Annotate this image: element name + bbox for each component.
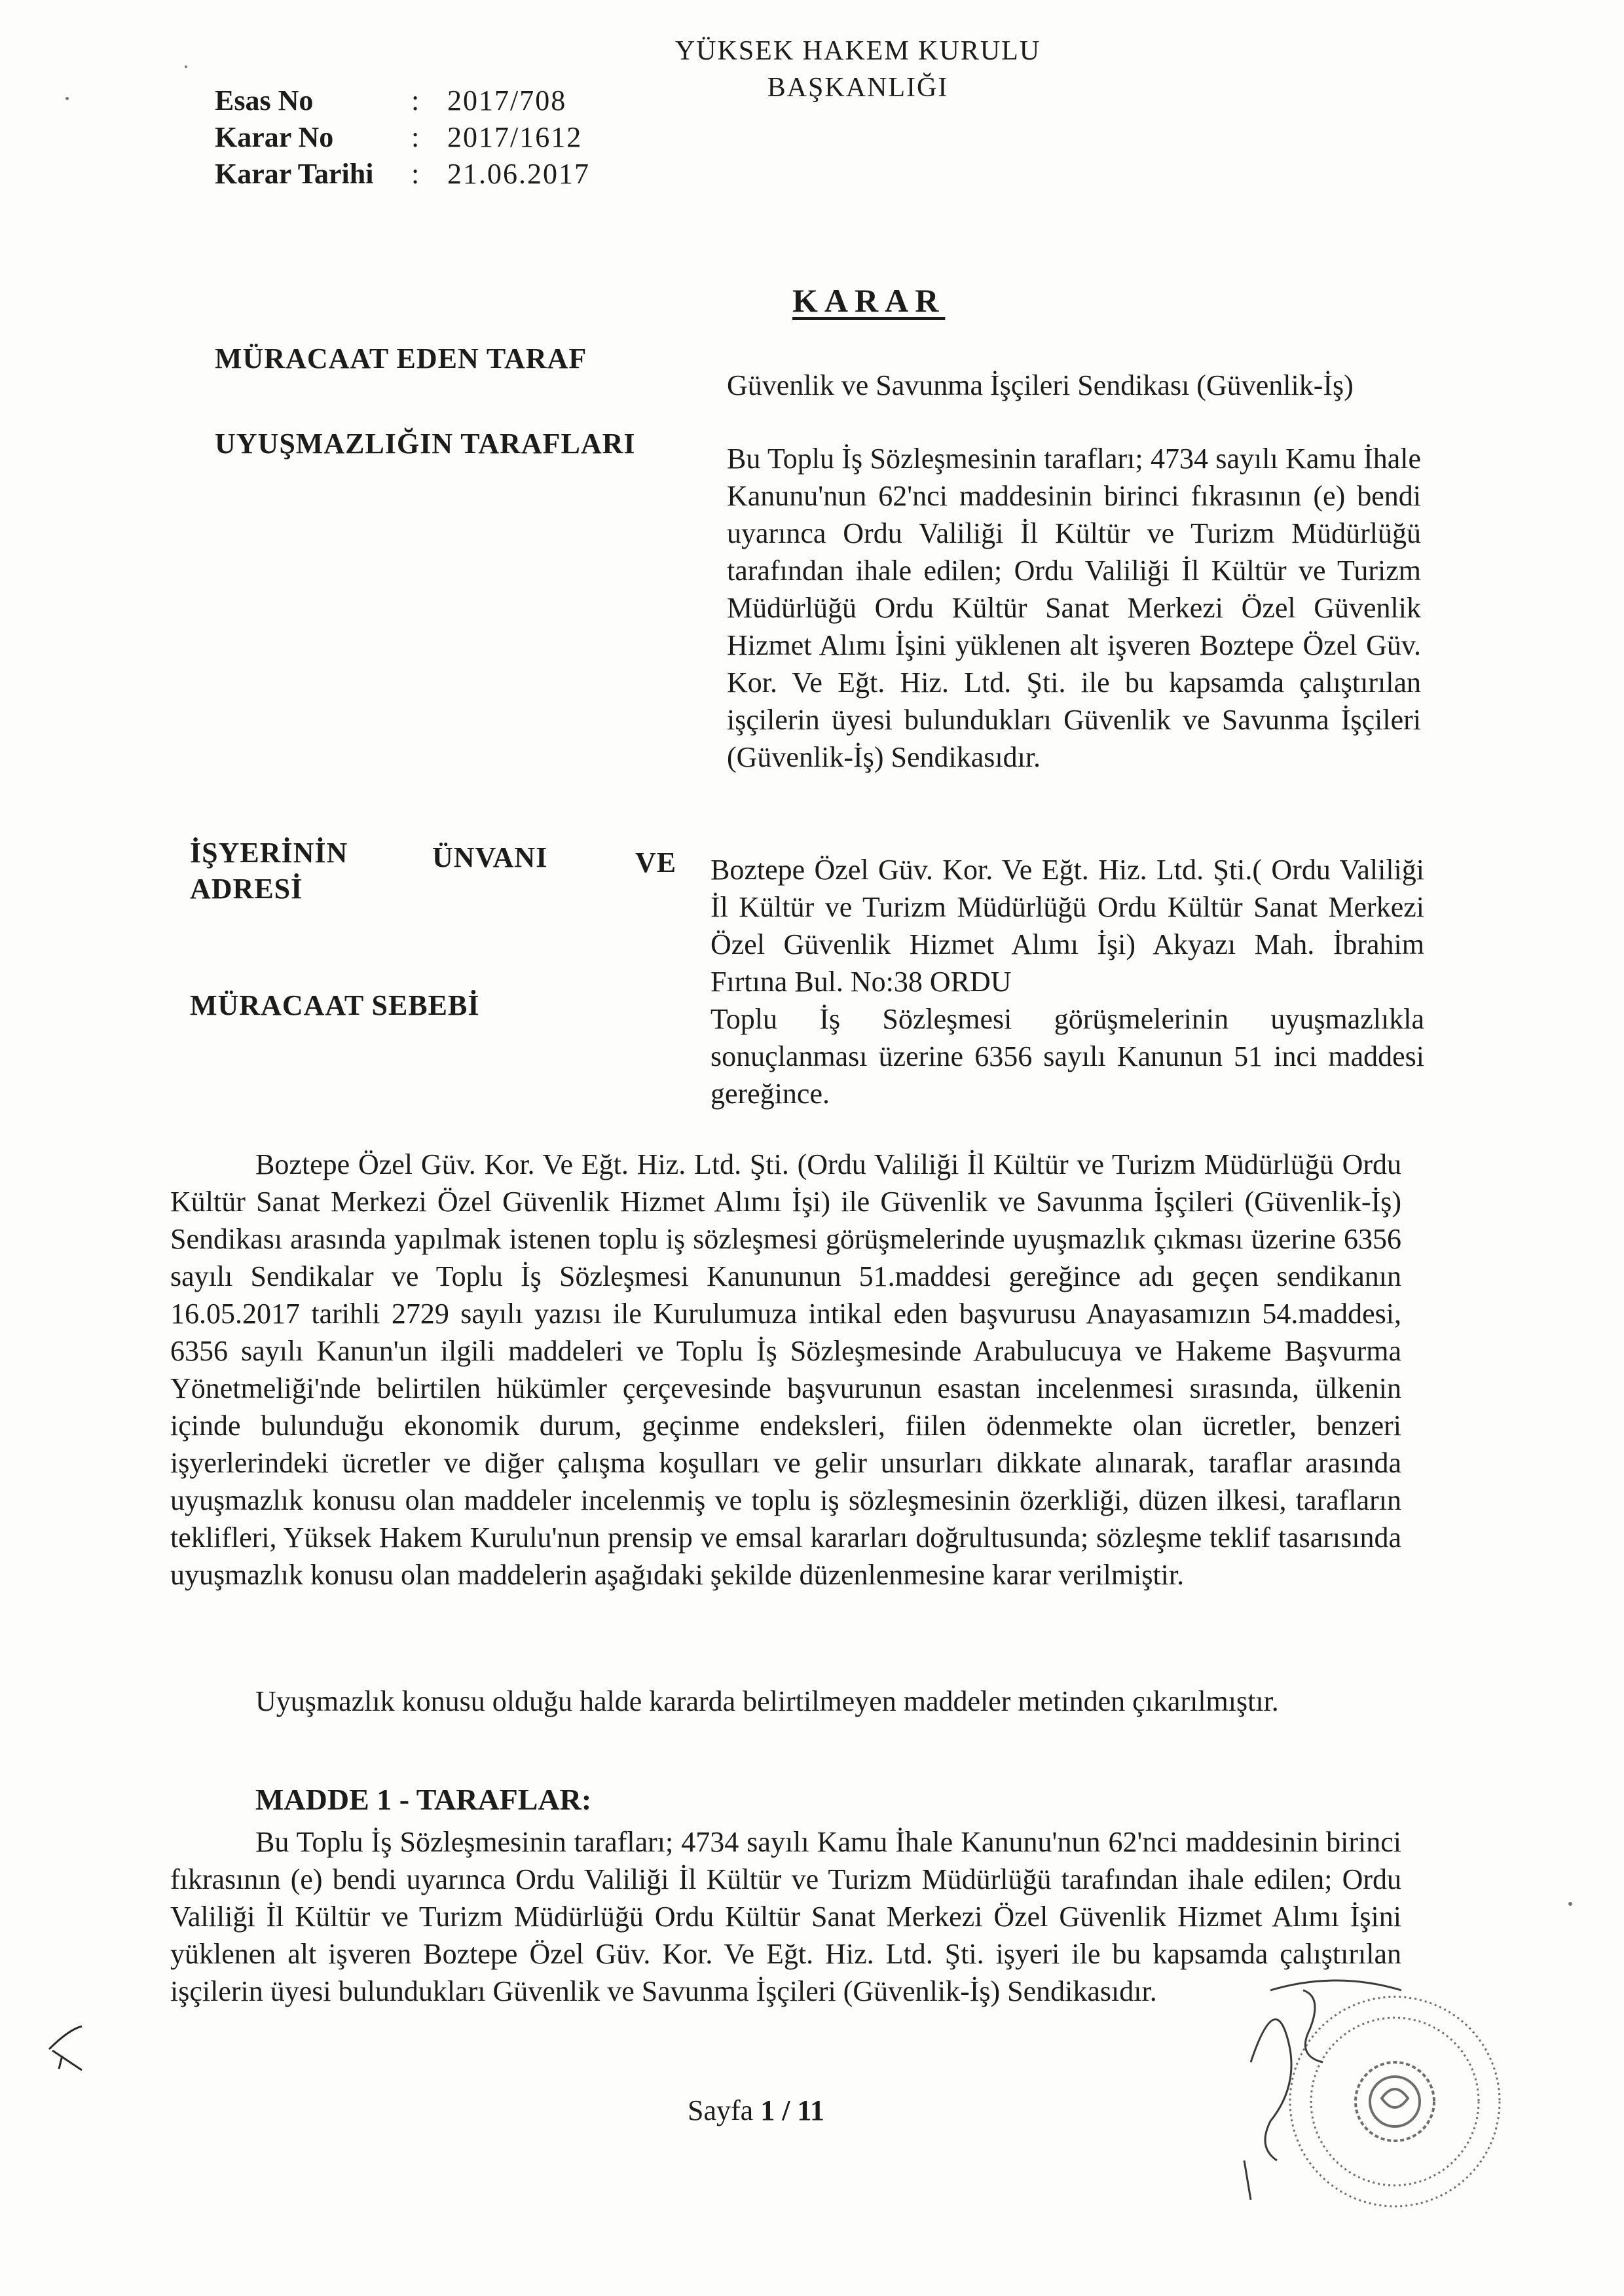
isyeri-label-1: İŞYERİNİN [190, 837, 348, 869]
decision-paragraph: Boztepe Özel Güv. Kor. Ve Eğt. Hiz. Ltd. Şti. (Ordu Valiliği İl Kültür ve Turizm Müdürlüğü Ordu Kültür Sanat Merkezi Özel Güvenlik Hizmet Alımı İşi) ile Güvenlik ve Savunma İşçileri (Güvenlik-İş) Sendikası arasında yapılmak istenen toplu iş sözleşmesi görüşmelerinde uyuşmazlık çıkması üzerine 6356 sayılı Sendikalar ve Toplu İş Sözleşmesi Kanununun 51.maddesi gereğince adı geçen sendikanın 16.05.2017 tarihli 2729 sayılı yazısı ile Kurulumuza intikal eden başvurusu Anayasamızın 54.maddesi, 6356 sayılı Kanun'un ilgili maddeleri ve Toplu İş Sözleşmesinde Arabulucuya ve Hakeme Başvurma Yönetmeliği'nde belirtilen hükümler çerçevesinde başvurunun esastan incelenmesi sırasında, ülkenin içinde bulunduğu ekonomik durum, geçinme endeksleri, fiilen ödenmekte olan ücretler, benzeri işyerlerindeki ücretler ve diğer çalışma koşulları ve gelir unsurları dikkate alınarak, taraflar arasında uyuşmazlık konusu olan maddeler incelenmiş ve toplu iş sözleşmesinin özerkliği, düzen ilkesi, tarafların teklifleri, Yüksek Hakem Kurulu'nun prensip ve emsal kararları doğrultusunda; sözleşme teklif tasarısında uyuşmazlık konusu olan maddelerin aşağıdaki şekilde düzenlenmesine karar verilmiştir. [170, 1148, 1401, 1591]
isyeri-label-2: ÜNVANI [432, 841, 548, 873]
karar-label: Karar No [215, 121, 334, 153]
taraflar-label: UYUŞMAZLIĞIN TARAFLARI [215, 428, 636, 460]
muracaat-sebebi-label: MÜRACAAT SEBEBİ [190, 989, 480, 1021]
document-title: KARAR [792, 282, 946, 319]
tarih-label: Karar Tarihi [215, 158, 374, 190]
page-separator: / [782, 2094, 790, 2126]
page-total: 11 [797, 2094, 824, 2126]
page-current: 1 [760, 2094, 775, 2126]
isyeri-label-4: ADRESİ [190, 873, 303, 905]
margin-mark-icon [46, 2023, 92, 2075]
page-number [688, 2094, 824, 2127]
org-subname: BAŞKANLIĞI [767, 73, 949, 103]
isyeri-label-3: VE [635, 847, 677, 879]
org-name: YÜKSEK HAKEM KURULU [674, 36, 1041, 66]
muracaat-eden-label: MÜRACAAT EDEN TARAF [215, 342, 587, 374]
page-label: Sayfa [688, 2094, 754, 2126]
esas-label: Esas No [215, 84, 314, 117]
isyeri-value: Boztepe Özel Güv. Kor. Ve Eğt. Hiz. Ltd. Şti.( Ordu Valiliği İl Kültür ve Turizm Müdürlüğü Ordu Kültür Sanat Merkezi Özel Güvenlik Hizmet Alımı İşi) Akyazı Mah. İbrahim Fırtına Bul. No:38 ORDU [710, 854, 1424, 998]
scan-speck [1568, 1902, 1572, 1906]
esas-row [215, 82, 590, 119]
official-seal-icon [1231, 1964, 1519, 2219]
separator: : [411, 158, 420, 190]
separator: : [411, 121, 420, 153]
separator: : [411, 84, 420, 117]
scan-speck [65, 97, 69, 100]
karar-row [215, 119, 590, 156]
tarih-row [215, 156, 590, 192]
scan-speck [185, 65, 187, 68]
muracaat-eden-value: Güvenlik ve Savunma İşçileri Sendikası (Güvenlik-İş) [727, 369, 1354, 401]
article-1-text: Bu Toplu İş Sözleşmesinin tarafları; 4734 sayılı Kamu İhale Kanunu'nun 62'nci maddesinin birinci fıkrasının (e) bendi uyarınca Ordu Valiliği İl Kültür ve Turizm Müdürlüğü tarafından ihale edilen; Ordu Valiliği İl Kültür ve Turizm Müdürlüğü Ordu Kültür Sanat Merkezi Özel Güvenlik Hizmet Alımı İşini yüklenen alt işveren Boztepe Özel Güv. Kor. Ve Eğt. Hiz. Ltd. Şti. işyeri ile bu kapsamda çalıştırılan işçilerin üyesi bulundukları Güvenlik ve Savunma İşçileri (Güvenlik-İş) Sendikasıdır. [170, 1826, 1401, 2007]
tarih-value: 21.06.2017 [447, 158, 590, 190]
taraflar-value: Bu Toplu İş Sözleşmesinin tarafları; 4734 sayılı Kamu İhale Kanunu'nun 62'nci maddesinin birinci fıkrasının (e) bendi uyarınca Ordu Valiliği İl Kültür ve Turizm Müdürlüğü tarafından ihale edilen; Ordu Valiliği İl Kültür ve Turizm Müdürlüğü Ordu Kültür Sanat Merkezi Özel Güvenlik Hizmet Alımı İşini yüklenen alt işveren Boztepe Özel Güv. Kor. Ve Eğt. Hiz. Ltd. Şti. ile bu kapsamda çalıştırılan işçilerin üyesi bulundukları Güvenlik ve Savunma İşçileri (Güvenlik-İş) Sendikasıdır. [727, 443, 1421, 773]
case-metadata [215, 82, 590, 192]
decision-note-paragraph: Uyuşmazlık konusu olduğu halde kararda belirtilmeyen maddeler metinden çıkarılmıştır. [255, 1685, 1279, 1717]
karar-value: 2017/1612 [447, 121, 583, 153]
muracaat-sebebi-value: Toplu İş Sözleşmesi görüşmelerinin uyuşmazlıkla sonuçlanması üzerine 6356 sayılı Kanunun 51 inci maddesi gereğince. [710, 1003, 1424, 1110]
issuing-authority [648, 33, 1067, 106]
esas-value: 2017/708 [447, 84, 567, 117]
article-1-title: MADDE 1 - TARAFLAR: [255, 1783, 592, 1816]
